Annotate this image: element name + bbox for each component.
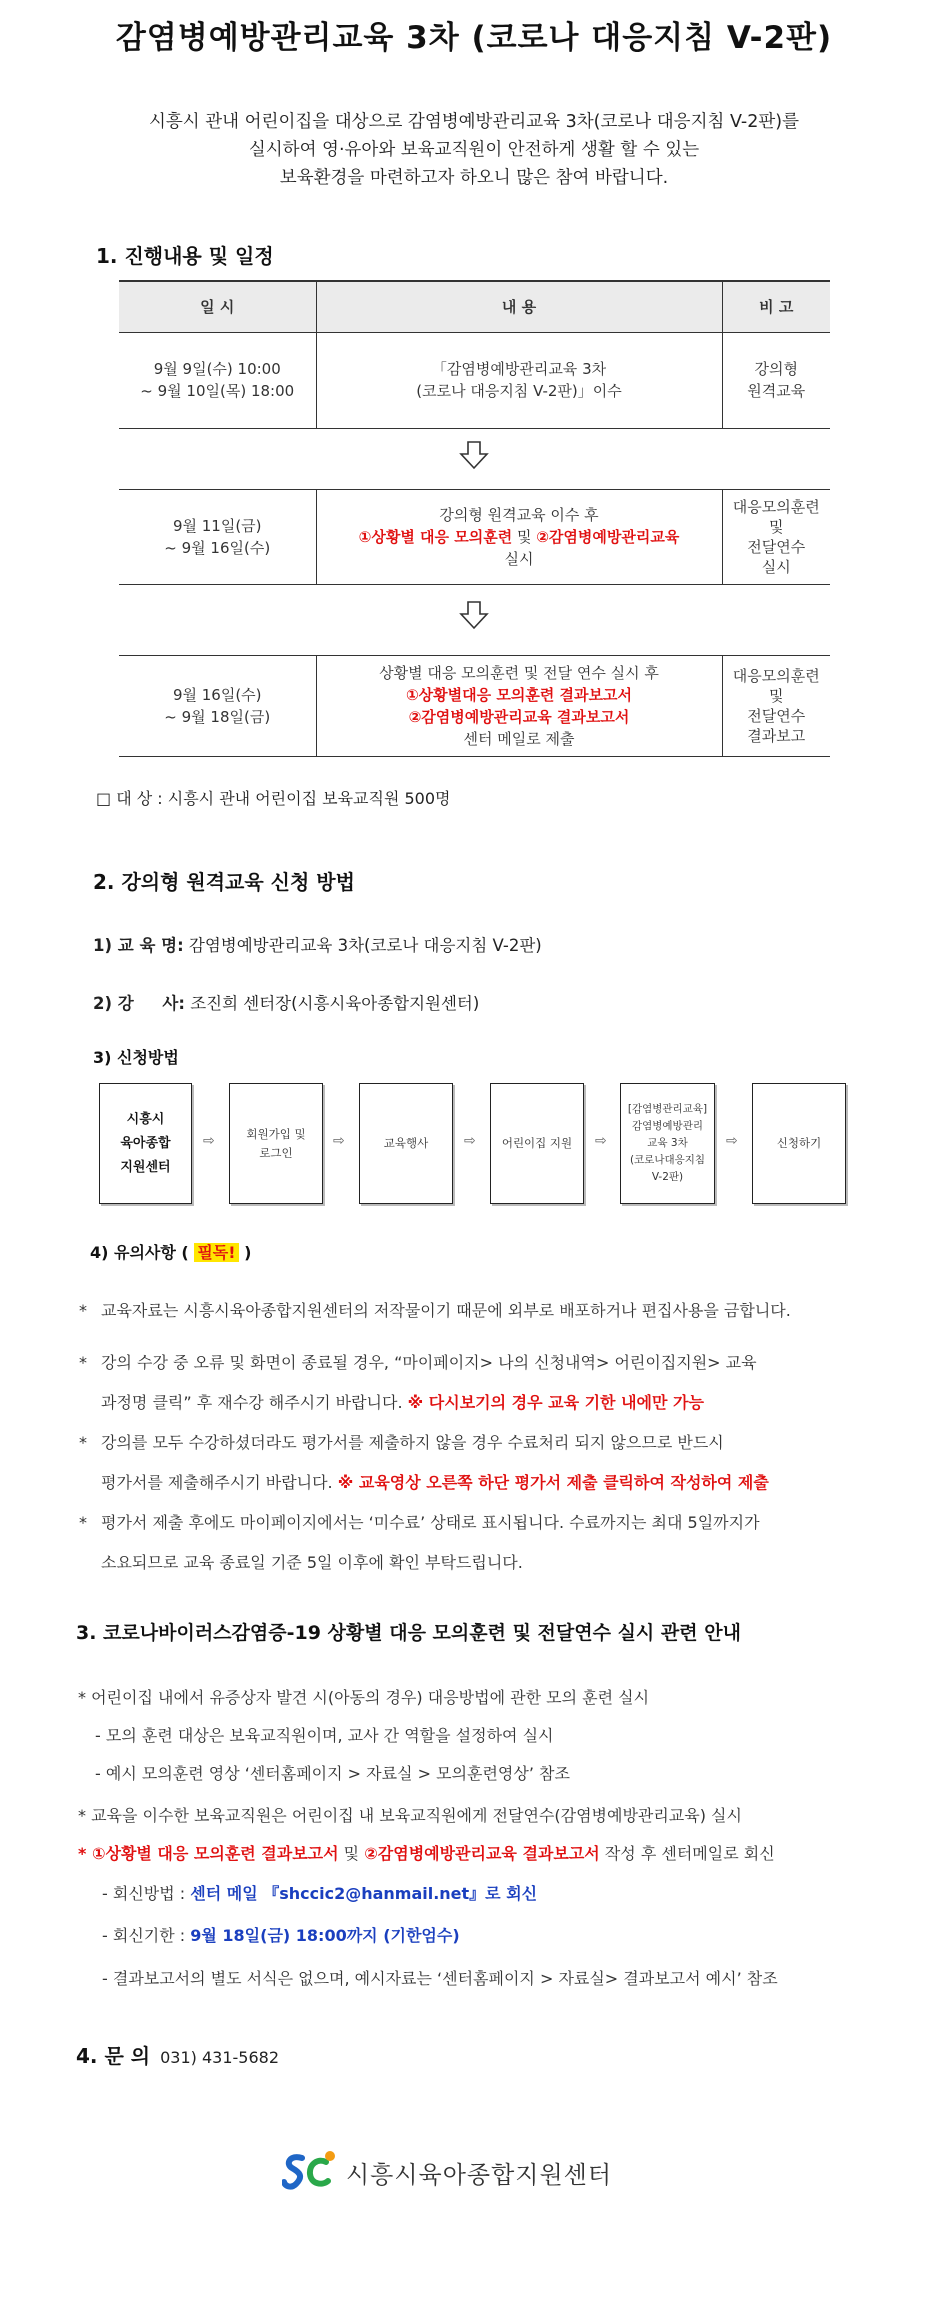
hollow-down-arrow-icon xyxy=(459,600,489,634)
date-line: 9월 9일(수) 10:00 xyxy=(153,360,281,378)
red-highlight-text: ②감염병예방관리교육 결과보고서 xyxy=(364,1844,600,1863)
bullet-text: 교육을 이수한 보육교직원은 어린이집 내 보육교직원에게 전달연수(감염병예방관리교육) 실시 xyxy=(91,1806,742,1825)
note-line: 대응모의훈련 xyxy=(732,498,820,516)
note-line: 원격교육 xyxy=(747,382,806,400)
reply-deadline-label: - 회신기한 : xyxy=(102,1926,191,1945)
contact-line xyxy=(76,2040,279,2069)
asterisk-bullet-icon: * xyxy=(78,1806,92,1825)
content-line: 강의형 원격교육 이수 후 xyxy=(439,506,599,524)
caution-note xyxy=(79,1291,859,1331)
reply-method xyxy=(102,1881,537,1904)
footer-logo xyxy=(282,2148,612,2196)
note-line: 및 xyxy=(769,687,784,705)
instructor-label: 2) 강 사: xyxy=(93,994,185,1013)
caution-heading xyxy=(90,1240,251,1263)
step-line: 지원센터 xyxy=(120,1159,171,1175)
col-header-date: 일 시 xyxy=(119,281,316,332)
step-line: 신청하기 xyxy=(776,1136,822,1150)
schedule-table-row2 xyxy=(119,489,830,585)
step-line: 회원가입 및 xyxy=(246,1126,306,1141)
red-highlight-text: ※ 교육영상 오른쪽 하단 평가서 제출 클릭하여 작성하여 제출 xyxy=(337,1473,769,1492)
step-line: 시흥시 xyxy=(126,1111,165,1127)
intro-line: 실시하여 영·유아와 보육교직원이 안전하게 생활 할 수 있는 xyxy=(248,140,700,160)
note-text xyxy=(79,1463,859,1503)
table-row xyxy=(119,332,830,428)
step-box-course xyxy=(620,1083,715,1204)
red-highlight-text: ①상황별 대응 모의훈련 xyxy=(358,528,513,546)
step-box-apply xyxy=(752,1083,846,1204)
date-line: 9월 16일(수) xyxy=(172,686,262,704)
note-line: 대응모의훈련 xyxy=(732,667,820,685)
schedule-table-row3 xyxy=(119,655,830,757)
step-arrow-icon: ⇨ xyxy=(595,1133,607,1149)
asterisk-bullet-icon: * xyxy=(79,1353,87,1372)
instructor xyxy=(93,990,479,1014)
bullet-text: 및 xyxy=(338,1844,365,1863)
intro-line: 보육환경을 마련하고자 하오니 많은 참여 바랍니다. xyxy=(279,168,669,188)
note-line: 전달연수 xyxy=(747,707,806,725)
section3-heading: 3. 코로나바이러스감염증-19 상황별 대응 모의훈련 및 전달연수 실시 관련 안내 xyxy=(76,1622,741,1644)
schedule-table xyxy=(119,280,830,429)
step-arrow-icon: ⇨ xyxy=(464,1133,476,1149)
content-line: 센터 메일로 제출 xyxy=(463,730,575,748)
note-text: 강의 수강 중 오류 및 화면이 종료될 경우, “마이페이지> 나의 신청내역> 어린이집지원> 교육 xyxy=(101,1353,757,1372)
section3-subbullet: - 모의 훈련 대상은 보육교직원이며, 교사 간 역할을 설정하여 실시 xyxy=(95,1726,554,1745)
section3-subbullet: - 결과보고서의 별도 서식은 없으며, 예시자료는 ‘센터홈페이지 > 자료실> 결과보고서 예시’ 참조 xyxy=(102,1969,778,1988)
note-line: 및 xyxy=(769,518,784,536)
section3-subbullet: - 예시 모의훈련 영상 ‘센터홈페이지 > 자료실 > 모의훈련영상’ 참조 xyxy=(95,1764,570,1783)
row-note xyxy=(722,490,830,585)
red-highlight-text: ②감염병예방관리교육 xyxy=(536,528,680,546)
step-line: [감염병관리교육] xyxy=(627,1103,708,1115)
col-header-content: 내 용 xyxy=(316,281,722,332)
row-note xyxy=(722,656,830,757)
reply-method-label: - 회신방법 : xyxy=(102,1884,191,1903)
row-content xyxy=(316,656,722,757)
row-date xyxy=(119,332,316,428)
row-date xyxy=(119,490,316,585)
row-date xyxy=(119,656,316,757)
col-header-note: 비 고 xyxy=(722,281,830,332)
date-line: 9월 11일(금) xyxy=(172,517,262,535)
caution-close: ) xyxy=(244,1243,252,1262)
content-connector: 및 xyxy=(512,528,537,546)
reply-deadline-value: 9월 18일(금) 18:00까지 (기한엄수) xyxy=(190,1926,460,1945)
row-content xyxy=(316,332,722,428)
note-line: 실시 xyxy=(761,558,791,576)
red-highlight-text: ※ 다시보기의 경우 교육 기한 내에만 가능 xyxy=(407,1393,704,1412)
sc-logo-icon xyxy=(282,2148,340,2196)
content-line: 「감염병예방관리교육 3차 xyxy=(431,360,607,378)
must-read-badge: 필독! xyxy=(194,1243,238,1262)
note-text: 교육자료는 시흥시육아종합지원센터의 저작물이기 때문에 외부로 배포하거나 편집사용을 금합니다. xyxy=(101,1301,791,1320)
asterisk-bullet-icon: * xyxy=(79,1513,87,1532)
content-line: 실시 xyxy=(504,550,534,568)
course-value: 감염병예방관리교육 3차(코로나 대응지침 V-2판) xyxy=(183,936,542,955)
section3-bullet xyxy=(78,1803,742,1826)
caution-note xyxy=(79,1423,859,1503)
row-note xyxy=(722,332,830,428)
step-line: V-2판) xyxy=(651,1171,684,1183)
red-highlight-text: ②감염병예방관리교육 결과보고서 xyxy=(408,708,630,726)
step-arrow-icon: ⇨ xyxy=(726,1133,738,1149)
row-content xyxy=(316,490,722,585)
instructor-value: 조진희 센터장(시흥시육아종합지원센터) xyxy=(184,994,480,1013)
document-title: 감염병예방관리교육 3차 (코로나 대응지침 V-2판) xyxy=(115,20,833,56)
table-row xyxy=(119,490,830,585)
section3-bullet xyxy=(78,1685,649,1708)
date-line: ~ 9월 10일(목) 18:00 xyxy=(140,382,295,400)
table-header-row xyxy=(119,281,830,332)
step-box-center xyxy=(99,1083,192,1204)
section1-heading: 1. 진행내용 및 일정 xyxy=(96,244,274,268)
contact-label: 4. 문 의 xyxy=(76,2044,151,2068)
content-line xyxy=(317,526,722,548)
step-arrow-icon: ⇨ xyxy=(333,1133,345,1149)
note-line: 전달연수 xyxy=(747,538,806,556)
note-line: 결과보고 xyxy=(747,727,806,745)
intro-paragraph xyxy=(110,108,838,192)
table-row xyxy=(119,656,830,757)
date-line: ~ 9월 18일(금) xyxy=(164,708,271,726)
step-box-daycare-support xyxy=(490,1083,584,1204)
caution-label: 4) 유의사항 ( xyxy=(90,1243,189,1262)
step-line: 육아종합 xyxy=(120,1135,171,1151)
contact-phone: 031) 431-5682 xyxy=(160,2048,279,2067)
target-audience: □ 대 상 : 시흥시 관내 어린이집 보육교직원 500명 xyxy=(96,789,451,808)
footer-org-name: 시흥시육아종합지원센터 xyxy=(346,2160,613,2189)
course-label: 1) 교 육 명: xyxy=(93,936,184,955)
asterisk-bullet-icon: * xyxy=(79,1433,87,1452)
step-line: 교육행사 xyxy=(383,1136,429,1150)
step-box-events xyxy=(359,1083,453,1204)
step-line: 로그인 xyxy=(259,1145,293,1160)
note-text: 소요되므로 교육 종료일 기준 5일 이후에 확인 부탁드립니다. xyxy=(101,1553,523,1572)
note-text-plain: 평가서를 제출해주시기 바랍니다. xyxy=(101,1473,338,1492)
step-line: (코로나대응지침 xyxy=(629,1154,706,1166)
reply-deadline xyxy=(102,1923,460,1946)
hollow-down-arrow-icon xyxy=(459,440,489,474)
note-text: 평가서 제출 후에도 마이페이지에서는 ‘미수료’ 상태로 표시됩니다. 수료까지는 최대 5일까지가 xyxy=(101,1513,760,1532)
method-heading: 3) 신청방법 xyxy=(93,1048,179,1067)
bullet-text: 어린이집 내에서 유증상자 발견 시(아동의 경우) 대응방법에 관한 모의 훈련 실시 xyxy=(91,1688,650,1707)
intro-line: 시흥시 관내 어린이집을 대상으로 감염병예방관리교육 3차(코로나 대응지침 V-2판)를 xyxy=(149,112,799,132)
note-text-plain: 과정명 클릭” 후 재수강 해주시기 바랍니다. xyxy=(101,1393,408,1412)
content-line: 상황별 대응 모의훈련 및 전달 연수 실시 후 xyxy=(379,664,659,682)
section3-bullet xyxy=(78,1841,775,1864)
step-box-login xyxy=(229,1083,323,1204)
reply-method-value: 센터 메일 『shccic2@hanmail.net』로 회신 xyxy=(190,1884,538,1903)
caution-note xyxy=(79,1503,859,1583)
content-line: (코로나 대응지침 V-2판)」이수 xyxy=(416,382,622,400)
date-line: ~ 9월 16일(수) xyxy=(164,539,271,557)
note-line: 강의형 xyxy=(754,360,798,378)
red-highlight-text: ①상황별 대응 모의훈련 결과보고서 xyxy=(91,1844,339,1863)
section2-heading: 2. 강의형 원격교육 신청 방법 xyxy=(93,870,355,894)
asterisk-bullet-icon: * xyxy=(79,1301,87,1320)
step-line: 어린이집 지원 xyxy=(501,1136,573,1150)
step-line: 교육 3차 xyxy=(647,1137,688,1149)
bullet-text: 작성 후 센터메일로 회신 xyxy=(599,1844,775,1863)
asterisk-bullet-icon: * xyxy=(78,1844,92,1863)
step-arrow-icon: ⇨ xyxy=(203,1133,215,1149)
course-name xyxy=(93,932,542,956)
step-line: 감염병예방관리 xyxy=(631,1120,703,1132)
asterisk-bullet-icon: * xyxy=(78,1688,92,1707)
note-text: 강의를 모두 수강하셨더라도 평가서를 제출하지 않을 경우 수료처리 되지 않으므로 반드시 xyxy=(101,1433,724,1452)
red-highlight-text: ①상황별대응 모의훈련 결과보고서 xyxy=(405,686,632,704)
note-text xyxy=(79,1383,859,1423)
caution-note xyxy=(79,1343,859,1423)
